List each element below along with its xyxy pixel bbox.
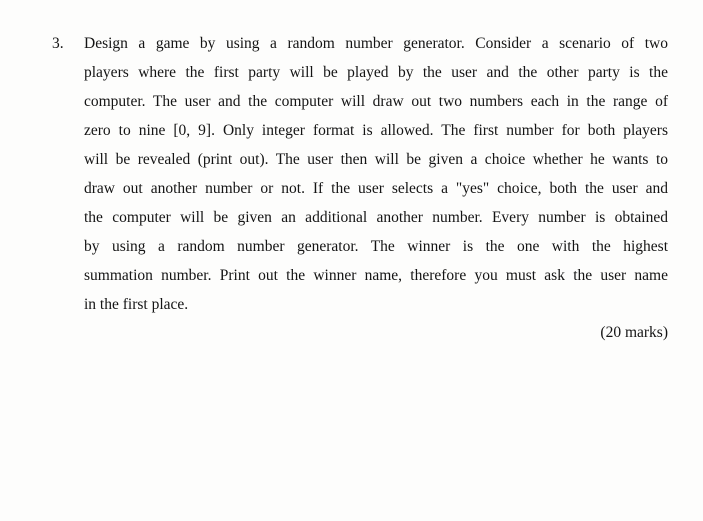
question-line: computer. The user and the computer will draw out two numbers each in the range of: [84, 93, 668, 110]
question-line: the computer will be given an additional another number. Every number is obtained: [84, 209, 668, 226]
question-number: 3.: [52, 35, 64, 52]
question-line: Design a game by using a random number generator. Consider a scenario of two: [84, 35, 668, 52]
question-line: players where the first party will be played by the user and the other party is the: [84, 64, 668, 81]
question-line: will be revealed (print out). The user then will be given a choice whether he wants to: [84, 151, 668, 168]
question-line: draw out another number or not. If the user selects a "yes" choice, both the user and: [84, 180, 668, 197]
question-line: zero to nine [0, 9]. Only integer format is allowed. The first number for both players: [84, 122, 668, 139]
question-text: [84, 35, 668, 325]
marks-label: (20 marks): [600, 324, 668, 341]
question-line: summation number. Print out the winner name, therefore you must ask the user name: [84, 267, 668, 284]
question-line: in the first place.: [84, 296, 189, 313]
question-line: by using a random number generator. The winner is the one with the highest: [84, 238, 668, 255]
